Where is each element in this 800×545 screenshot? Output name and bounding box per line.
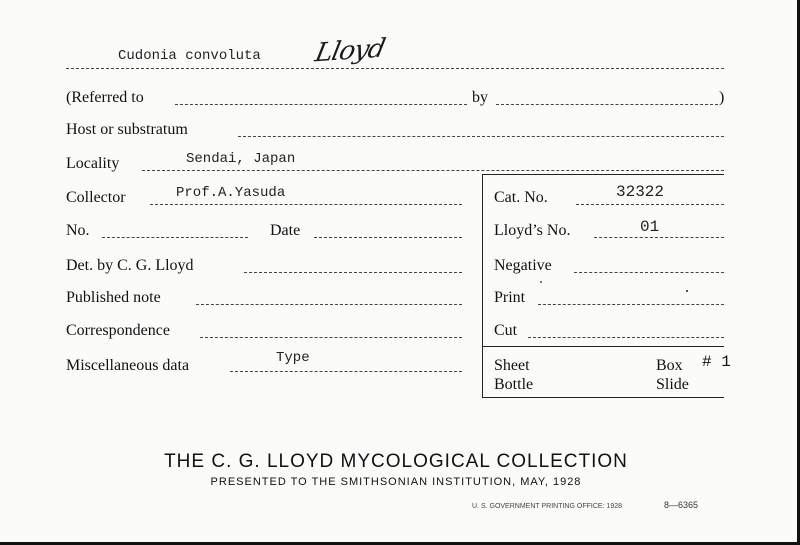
referred-to-label: (Referred to — [66, 89, 144, 106]
locality-value: Sendai, Japan — [186, 151, 296, 167]
negative-line — [574, 272, 724, 273]
ink-speck — [686, 290, 688, 292]
no-line — [102, 237, 248, 238]
print-line — [538, 304, 724, 305]
date-line — [314, 237, 462, 238]
negative-label: Negative — [494, 257, 552, 274]
misc-label: Miscellaneous data — [66, 357, 190, 374]
ink-speck — [540, 281, 542, 283]
box-label: Box — [656, 357, 683, 374]
correspondence-line — [200, 337, 462, 338]
collector-label: Collector — [66, 189, 126, 206]
right-box-divider — [482, 346, 724, 347]
collector-line — [150, 204, 462, 205]
collection-subtitle: PRESENTED TO THE SMITHSONIAN INSTITUTION, MAY, 1928 — [210, 476, 582, 488]
det-by-label: Det. by C. G. Lloyd — [66, 257, 194, 274]
sheet-label: Sheet — [494, 357, 530, 374]
det-by-line — [244, 272, 462, 273]
cat-no-label: Cat. No. — [494, 189, 548, 206]
collector-value: Prof.A.Yasuda — [176, 185, 286, 201]
cut-label: Cut — [494, 322, 518, 339]
misc-value: Type — [276, 350, 310, 366]
lloyds-no-label: Lloyd’s No. — [494, 222, 571, 239]
referred-by-label: by — [472, 89, 488, 106]
lloyds-no-line — [594, 237, 724, 238]
misc-line — [230, 371, 462, 372]
referred-by-line — [496, 104, 718, 105]
author-handwriting: Lloyd — [312, 33, 388, 69]
species-line — [66, 68, 724, 69]
right-box-bottom-border — [482, 397, 724, 398]
slide-label: Slide — [656, 376, 689, 393]
print-label: Print — [494, 289, 526, 306]
cat-no-value: 32322 — [616, 183, 665, 201]
no-label: No. — [66, 222, 90, 239]
form-number: 8—6365 — [664, 500, 699, 510]
published-note-line — [196, 304, 462, 305]
referred-close-paren: ) — [719, 89, 725, 106]
collection-title: THE C. G. LLOYD MYCOLOGICAL COLLECTION — [164, 451, 628, 472]
published-note-label: Published note — [66, 289, 161, 306]
bottle-label: Bottle — [494, 376, 534, 393]
box-number: # 1 — [702, 353, 731, 371]
right-box-top-border — [482, 174, 724, 175]
cut-line — [528, 337, 724, 338]
host-line — [238, 136, 724, 137]
species-name: Cudonia convoluta — [118, 48, 261, 64]
date-label: Date — [270, 222, 301, 239]
correspondence-label: Correspondence — [66, 322, 170, 339]
locality-line — [142, 170, 724, 171]
right-box-left-border — [482, 174, 483, 398]
lloyds-no-value: 01 — [640, 218, 660, 236]
cat-no-line — [576, 204, 724, 205]
host-label: Host or substratum — [66, 121, 188, 138]
locality-label: Locality — [66, 155, 120, 172]
printing-office-note: U. S. GOVERNMENT PRINTING OFFICE: 1928 — [472, 503, 623, 510]
referred-to-line — [175, 104, 467, 105]
